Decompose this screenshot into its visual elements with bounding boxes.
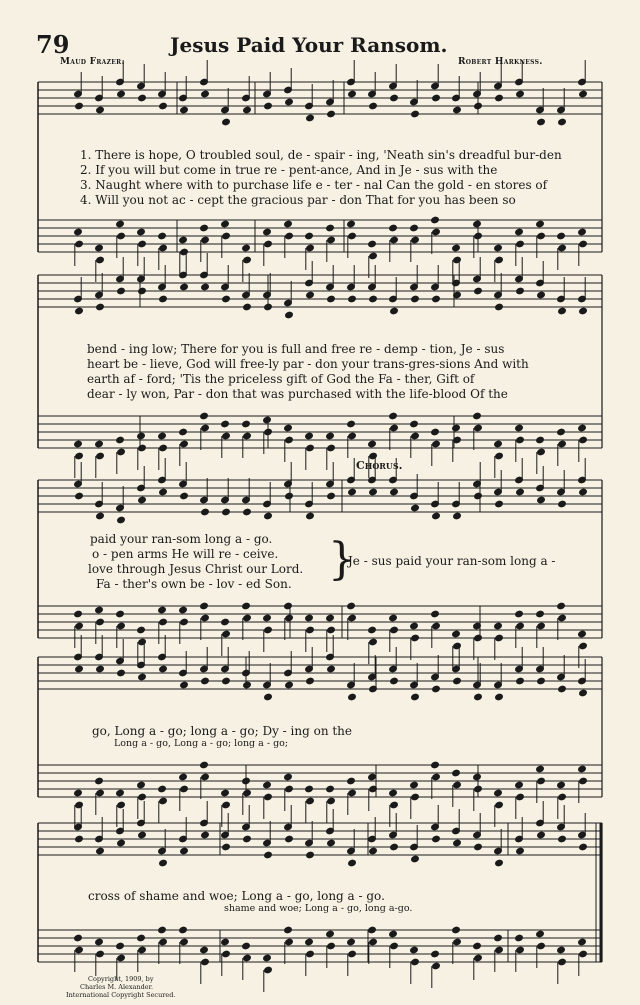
verse-2-line-3: o - pen arms He will re - ceive.	[92, 547, 279, 561]
verse-3-line-1: 3. Naught where with to purchase life e - ter - nal Can the gold - en stores of	[80, 178, 548, 192]
verse-4-line-1: 4. Will you not ac - cept the gracious par - don That for you has been so	[80, 193, 516, 207]
verse-3-line-2: earth af - ford; 'Tis the priceless gift of God the Fa - ther, Gift of	[87, 372, 475, 386]
composer-credit: Robert Harkness.	[458, 57, 543, 67]
copyright-line-1: Copyright, 1909, by	[88, 975, 154, 983]
verse-1-line-2: bend - ing low; There for you is full and free re - demp - tion, Je - sus	[87, 342, 505, 356]
verse-4-line-2: dear - ly won, Par - don that was purchased with the life-blood Of the	[87, 387, 508, 401]
copyright-line-2: Charles M. Alexander.	[80, 983, 154, 991]
brace-icon: }	[328, 534, 356, 585]
lyricist-credit: Maud Frazer.	[60, 57, 125, 67]
chorus-line-2: go, Long a - go; long a - go; Dy - ing on the	[92, 724, 353, 738]
verse-4-line-3: Fa - ther's own be - lov - ed Son.	[96, 577, 292, 591]
verse-1-line-1: 1. There is hope, O troubled soul, de - spair - ing, 'Neath sin's dreadful bur-den	[80, 148, 562, 162]
verse-2-line-2: heart be - lieve, God will free-ly par - don your trans-gres-sions And with	[87, 357, 529, 371]
chorus-line-3-bass: shame and woe; Long a - go, long a-go.	[224, 903, 413, 914]
verse-3-line-3: love through Jesus Christ our Lord.	[88, 562, 304, 576]
hymn-number: 79	[36, 30, 70, 59]
copyright-line-3: International Copyright Secured.	[66, 991, 176, 999]
verse-1-line-3: paid your ran-som long a - go.	[90, 532, 273, 546]
chorus-label: Chorus.	[356, 459, 403, 472]
verse-2-line-1: 2. If you will but come in true re - pent-ance, And in Je - sus with the	[80, 163, 498, 177]
chorus-line-1: Je - sus paid your ran-som long a -	[348, 554, 556, 568]
chorus-line-2-bass: Long a - go, Long a - go; long a - go;	[114, 738, 289, 749]
chorus-line-3: cross of shame and woe; Long a - go, long a - go.	[88, 889, 385, 903]
hymn-title: Jesus Paid Your Ransom.	[170, 33, 448, 57]
